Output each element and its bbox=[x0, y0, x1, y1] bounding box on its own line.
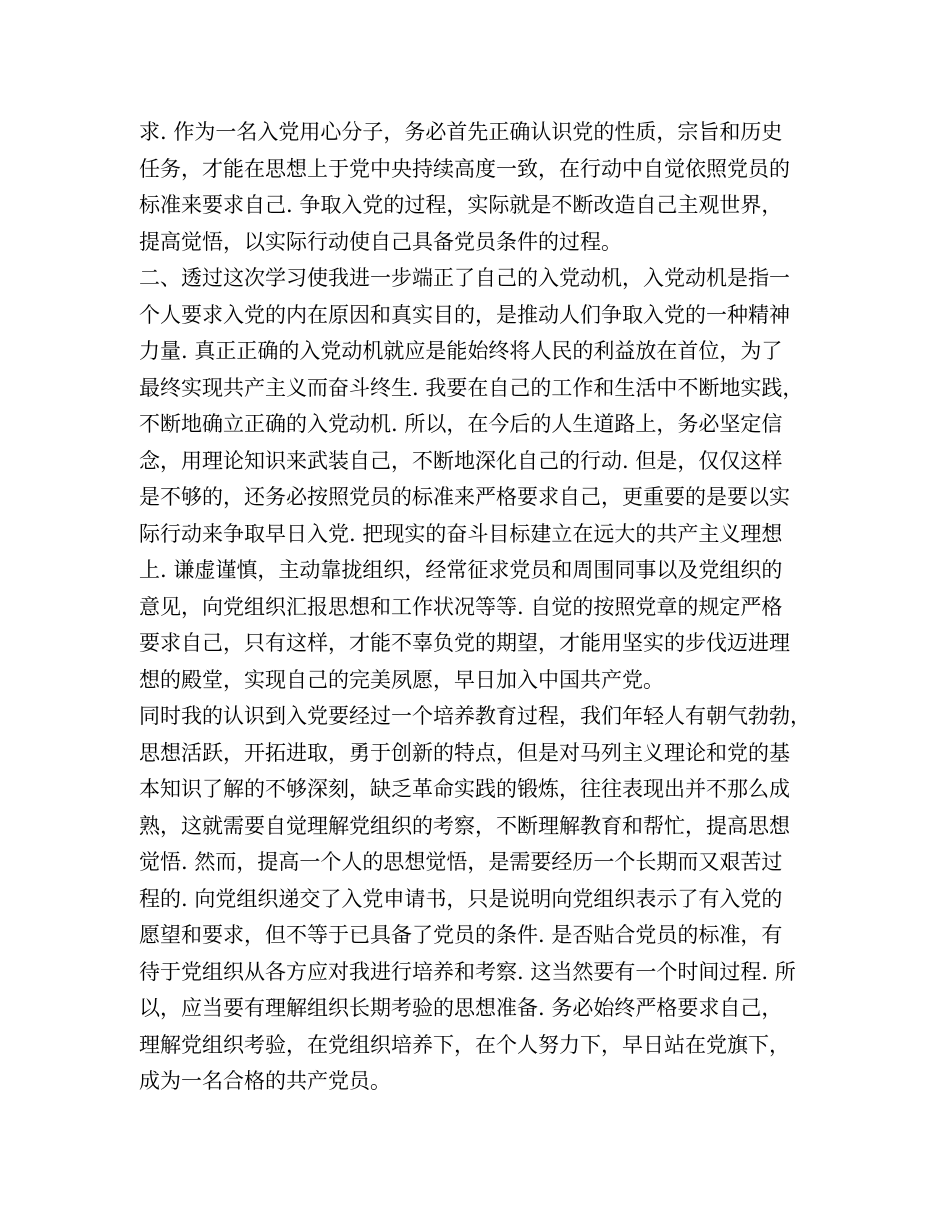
text-line: 最终实现共产主义而奋斗终生. 我要在自己的工作和生活中不断地实践， bbox=[139, 375, 804, 400]
text-line: 觉悟. 然而，提高一个人的思想觉悟，是需要经历一个长期而又艰苦过 bbox=[139, 850, 783, 874]
document-body bbox=[139, 114, 819, 1100]
text-line: 提高觉悟，以实际行动使自己具备党员条件的过程。 bbox=[139, 229, 622, 254]
text-line: 念，用理论知识来武装自己，不断地深化自己的行动. 但是，仅仅这样 bbox=[139, 448, 783, 473]
text-line: 程的. 向党组织递交了入党申请书，只是说明向党组织表示了有入党的 bbox=[139, 886, 783, 911]
paragraph-party-nature bbox=[139, 114, 819, 260]
text-line: 标准来要求自己. 争取入党的过程，实际就是不断改造自己主观世界， bbox=[139, 193, 783, 217]
paragraph-motivation bbox=[139, 260, 819, 698]
text-line: 意见，向党组织汇报思想和工作状况等等. 自觉的按照党章的规定严格 bbox=[139, 594, 783, 619]
text-line: 个人要求入党的内在原因和真实目的，是推动人们争取入党的一种精神 bbox=[139, 302, 790, 327]
text-line: 熟，这就需要自觉理解党组织的考察，不断理解教育和帮忙，提高思想 bbox=[139, 813, 790, 838]
text-line: 不断地确立正确的入党动机. 所以，在今后的人生道路上，务必坚定信 bbox=[139, 412, 783, 436]
text-line: 以，应当要有理解组织长期考验的思想准备. 务必始终严格要求自己， bbox=[139, 996, 783, 1020]
text-line: 力量. 真正正确的入党动机就应是能始终将人民的利益放在首位，为了 bbox=[139, 339, 783, 363]
paragraph-training-process bbox=[139, 698, 819, 1100]
text-line: 是不够的，还务必按照党员的标准来严格要求自己，更重要的是要以实 bbox=[139, 485, 790, 509]
text-line: 待于党组织从各方应对我进行培养和考察. 这当然要有一个时间过程. 所 bbox=[139, 959, 796, 984]
text-line: 想的殿堂，实现自己的完美夙愿，早日加入中国共产党。 bbox=[139, 667, 664, 692]
text-line: 二、透过这次学习使我进一步端正了自己的入党动机，入党动机是指一 bbox=[139, 266, 790, 290]
text-line: 理解党组织考验，在党组织培养下，在个人努力下，早日站在党旗下， bbox=[139, 1032, 790, 1057]
text-line: 际行动来争取早日入党. 把现实的奋斗目标建立在远大的共产主义理想 bbox=[139, 521, 783, 546]
text-line: 本知识了解的不够深刻，缺乏革命实践的锻炼，往往表现出并不那么成 bbox=[139, 777, 790, 801]
text-line: 任务，才能在思想上于党中央持续高度一致，在行动中自觉依照党员的 bbox=[139, 156, 790, 181]
text-line: 思想活跃，开拓进取，勇于创新的特点，但是对马列主义理论和党的基 bbox=[139, 740, 790, 765]
text-line: 要求自己，只有这样，才能不辜负党的期望，才能用坚实的步伐迈进理 bbox=[139, 631, 790, 655]
text-line: 愿望和要求，但不等于已具备了党员的条件. 是否贴合党员的标准，有 bbox=[139, 923, 783, 947]
text-line: 同时我的认识到入党要经过一个培养教育过程，我们年轻人有朝气勃勃， bbox=[139, 704, 811, 728]
text-line: 求. 作为一名入党用心分子，务必首先正确认识党的性质，宗旨和历史 bbox=[139, 120, 783, 144]
text-line: 成为一名合格的共产党员。 bbox=[139, 1069, 391, 1093]
text-line: 上. 谦虚谨慎，主动靠拢组织，经常征求党员和周围同事以及党组织的 bbox=[139, 558, 783, 582]
